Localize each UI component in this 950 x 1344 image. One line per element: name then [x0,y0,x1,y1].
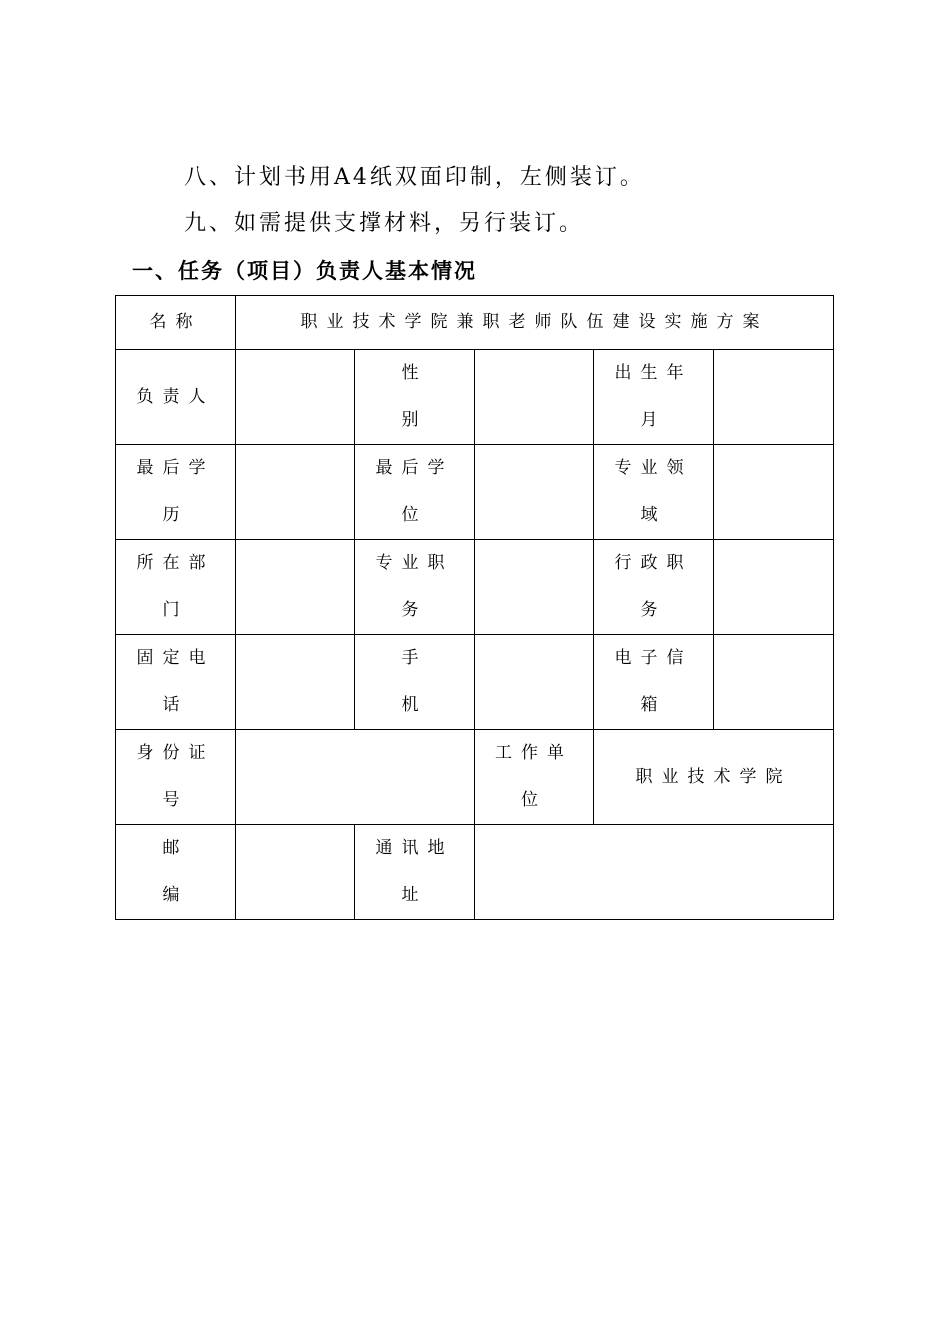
instruction-item-8: 八、计划书用A4纸双面印制，左侧装订。 [184,165,645,190]
education-label: 最后学 历 [116,445,236,540]
name-value: 职业技术学院兼职老师队伍建设实施方案 [236,296,834,350]
gender-label: 性 别 [355,350,475,445]
title-value-cell [475,540,594,635]
postcode-label: 邮 编 [116,825,236,920]
phone-value-cell [236,635,355,730]
address-label: 通讯地 址 [355,825,475,920]
department-value-cell [236,540,355,635]
mobile-value-cell [475,635,594,730]
postcode-value-cell [236,825,355,920]
degree-value-cell [475,445,594,540]
section-heading: 一、任务（项目）负责人基本情况 [132,259,477,283]
field-value-cell [714,445,834,540]
table-row [116,635,834,730]
department-label: 所在部 门 [116,540,236,635]
id-value-cell [236,730,475,825]
admin-value-cell [714,540,834,635]
table-row [116,730,834,825]
table-row [116,350,834,445]
employer-label: 工作单 位 [475,730,594,825]
id-label: 身份证 号 [116,730,236,825]
table-row [116,540,834,635]
email-value-cell [714,635,834,730]
table-row [116,445,834,540]
title-label: 专业职 务 [355,540,475,635]
email-label: 电子信 箱 [594,635,714,730]
birth-value-cell [714,350,834,445]
table-row [116,825,834,920]
birth-label: 出生年 月 [594,350,714,445]
leader-info-table [115,295,834,920]
education-value-cell [236,445,355,540]
address-value-cell [475,825,834,920]
degree-label: 最后学 位 [355,445,475,540]
employer-value: 职业技术学院 [594,730,834,825]
table-row [116,296,834,350]
phone-label: 固定电 话 [116,635,236,730]
mobile-label: 手 机 [355,635,475,730]
admin-label: 行政职 务 [594,540,714,635]
instruction-item-9: 九、如需提供支撑材料，另行装订。 [184,211,585,236]
name-label: 名称 [116,296,236,350]
gender-value-cell [475,350,594,445]
field-label: 专业领 域 [594,445,714,540]
leader-label: 负责人 [116,350,236,445]
leader-value-cell [236,350,355,445]
